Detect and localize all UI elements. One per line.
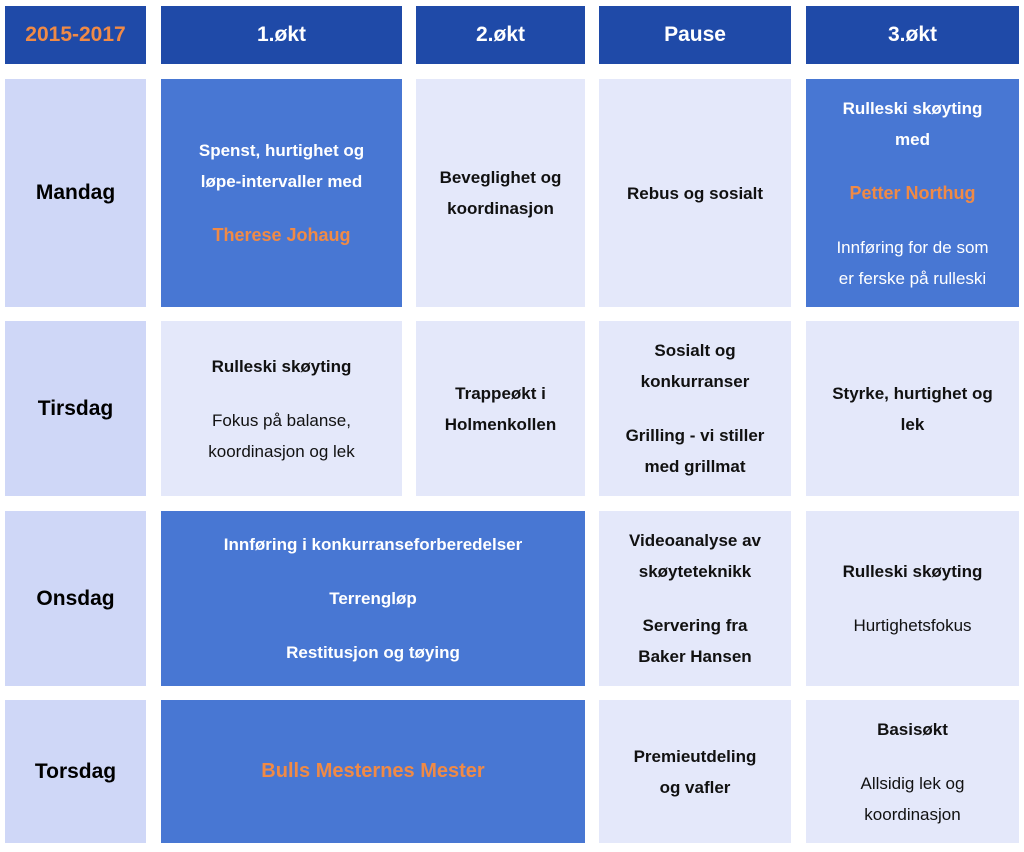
tirsdag-session-2: [416, 321, 585, 496]
header-pause: Pause: [599, 6, 791, 64]
text-line: Rulleski skøyting: [842, 562, 983, 581]
note-line: Fokus på balanse,: [212, 410, 351, 430]
header-year: 2015-2017: [5, 6, 146, 64]
text-line: Premieutdeling: [633, 746, 757, 766]
day-mandag: Mandag: [5, 79, 146, 307]
note-line: Allsidig lek og: [860, 773, 965, 793]
text-line: Trappeøkt i: [455, 383, 546, 403]
day-torsdag: Torsdag: [5, 700, 146, 843]
event-name: Bulls Mesternes Mester: [261, 760, 485, 782]
text-line: skøyteteknikk: [638, 562, 752, 581]
text-line: Rulleski skøyting: [842, 98, 983, 118]
mandag-pause: [599, 79, 791, 307]
torsdag-session-3: [806, 700, 1019, 843]
text-line: Spenst, hurtighet og: [198, 141, 365, 160]
text-line: Restitusjon og tøying: [286, 643, 460, 662]
text-line: koordinasjon: [447, 199, 554, 218]
note-line: koordinasjon og lek: [208, 441, 355, 461]
text-line: Innføring i konkurranseforberedelser: [223, 535, 523, 554]
header-session-1: 1.økt: [161, 6, 402, 64]
mandag-session-3: [806, 79, 1019, 307]
text-line: konkurranser: [640, 372, 750, 391]
text-line: Styrke, hurtighet og: [832, 383, 993, 403]
text-line: Baker Hansen: [638, 647, 752, 666]
onsdag-session-1-2: [161, 511, 585, 686]
onsdag-pause: [599, 511, 791, 686]
text-line: og vafler: [659, 777, 731, 797]
onsdag-session-3: [806, 511, 1019, 686]
day-onsdag: Onsdag: [5, 511, 146, 686]
text-line: lek: [900, 414, 925, 434]
mandag-session-2: [416, 79, 585, 307]
day-tirsdag: Tirsdag: [5, 321, 146, 496]
note-line: Innføring for de som: [836, 237, 989, 257]
text-line: Videoanalyse av: [629, 531, 761, 550]
text-line: Beveglighet og: [439, 168, 562, 187]
text-line: Servering fra: [642, 616, 748, 635]
text-line: med grillmat: [644, 457, 746, 476]
torsdag-pause: [599, 700, 791, 843]
text-line: Grilling - vi stiller: [625, 426, 765, 445]
text-line: Basisøkt: [877, 719, 948, 739]
header-session-2: 2.økt: [416, 6, 585, 64]
header-session-3: 3.økt: [806, 6, 1019, 64]
mandag-session-1: [161, 79, 402, 307]
note-line: koordinasjon: [864, 804, 961, 824]
instructor-name: Petter Northug: [849, 182, 976, 203]
text-line: Rulleski skøyting: [211, 356, 352, 376]
tirsdag-session-1: [161, 321, 402, 496]
note-line: Hurtighetsfokus: [853, 616, 972, 635]
tirsdag-session-3: [806, 321, 1019, 496]
text-line: Sosialt og: [654, 341, 736, 360]
tirsdag-pause: [599, 321, 791, 496]
torsdag-session-1-2: [161, 700, 585, 843]
note-line: er ferske på rulleski: [838, 268, 987, 288]
text-line: Terrengløp: [329, 589, 417, 608]
instructor-name: Therese Johaug: [212, 225, 351, 245]
text-line: Rebus og sosialt: [626, 183, 764, 203]
text-line: Holmenkollen: [444, 414, 557, 434]
text-line: med: [895, 129, 930, 149]
text-line: løpe-intervaller med: [200, 172, 363, 191]
